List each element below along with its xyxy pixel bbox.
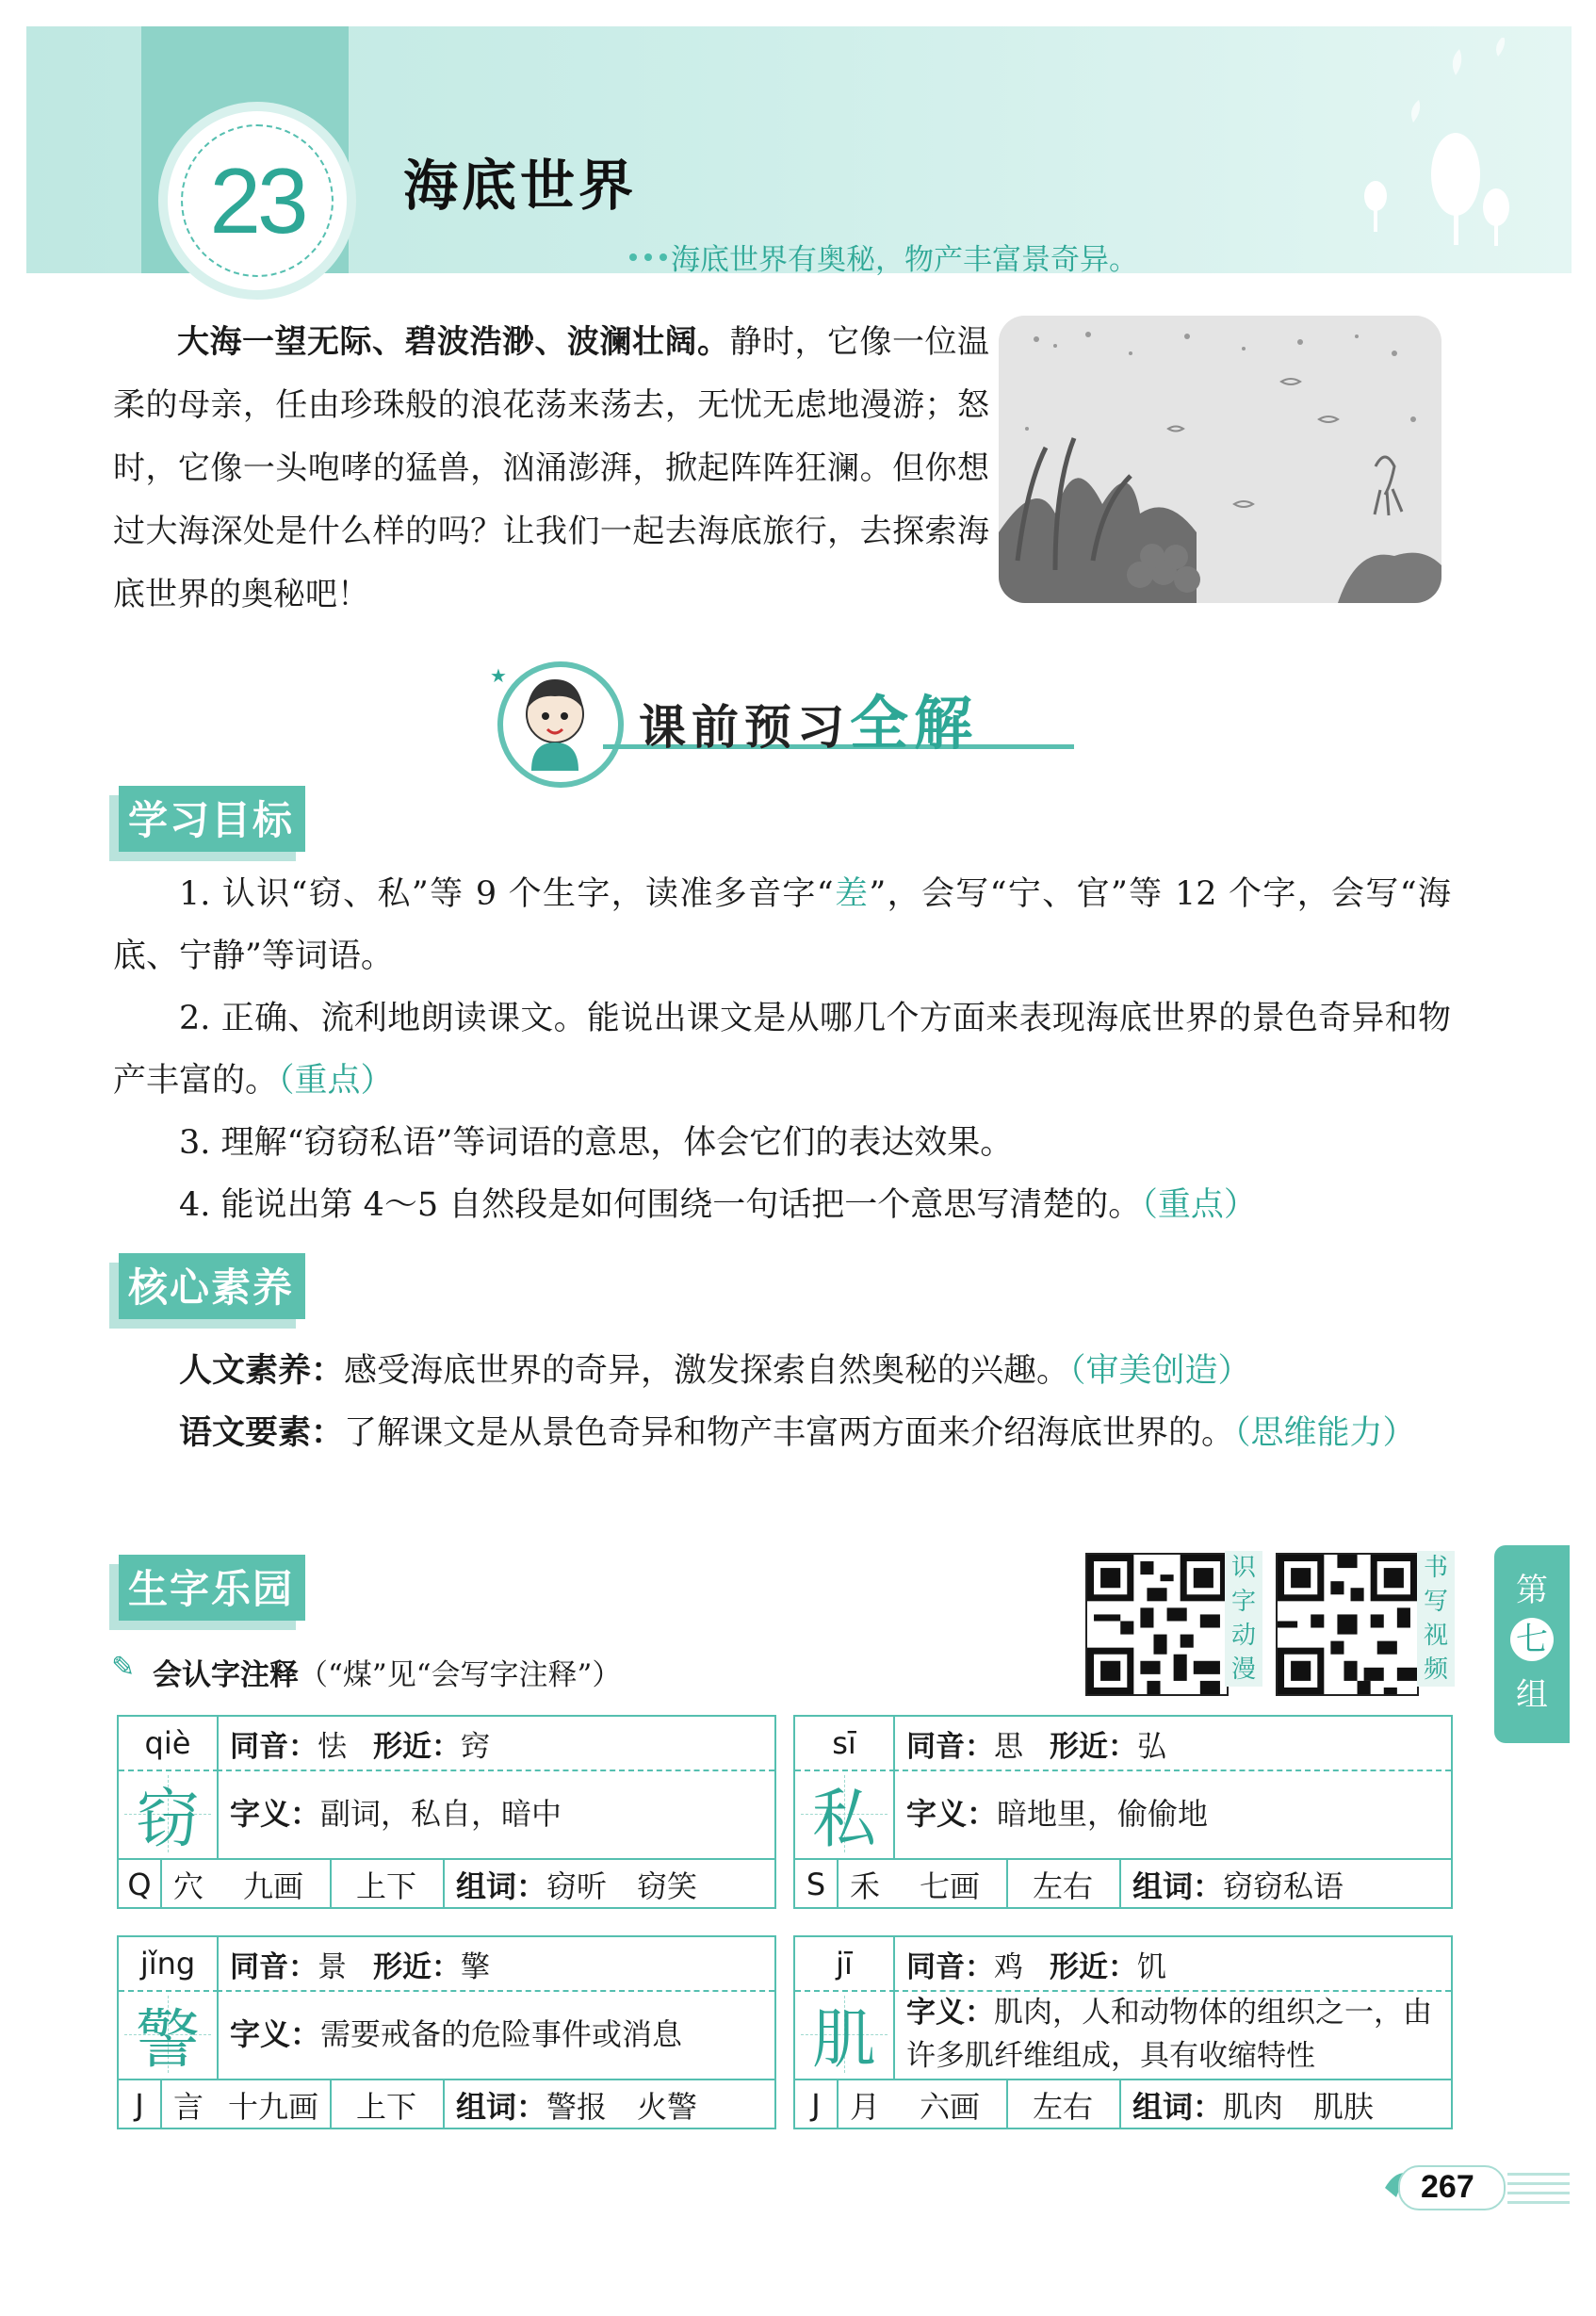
card-meaning: 字义：肌肉，人和动物体的组织之一，由许多肌纤维组成，具有收缩特性 — [906, 1996, 1432, 2073]
lesson-subtitle: 海底世界有奥秘，物产丰富景奇异。 — [671, 243, 1138, 277]
goal-2: 2. 正确、流利地朗读课文。能说出课文是从哪几个方面来表现海底世界的景色奇异和物产丰富的。（重点） — [113, 1000, 1451, 1100]
card-pinyin: qiè — [119, 1717, 219, 1771]
core-item-1: 人文素养：感受海底世界的奇异，激发探索自然奥秘的兴趣。（审美创造） — [179, 1352, 1251, 1390]
section-banner-title: 课前预习全解 — [639, 689, 979, 758]
page-number: 267 — [1421, 2169, 1474, 2205]
qr-code-char-animation[interactable] — [1085, 1553, 1229, 1696]
intro-text: 静时，它像一位温柔的母亲，任由珍珠般的浪花荡来荡去，无忧无虑地漫游；怒时，它像一头咆哮的猛兽，汹涌澎湃，掀起阵阵狂澜。但你想过大海深处是什么样的吗？让我们一起去海底旅行，去探索海底世界的奥秘吧！ — [113, 323, 989, 613]
card-footer: J 月 六画 左右 组词： 肌肉 肌肤 — [795, 2079, 1451, 2129]
card-meaning: 字义：副词，私自，暗中 — [230, 1796, 562, 1832]
card-homophone-similar: 同音： 鸡 形近： 饥 — [893, 1937, 1451, 1992]
char-card-qie — [117, 1715, 776, 1909]
tree-decoration-icon — [1262, 38, 1564, 254]
core-literacy — [113, 1340, 1451, 1464]
char-card-si — [793, 1715, 1453, 1909]
card-footer: S 禾 七画 左右 组词： 窃窃私语 — [795, 1858, 1451, 1909]
qr-label-1: 识 字 动 漫 — [1225, 1551, 1262, 1687]
qr-code-writing-video[interactable] — [1276, 1553, 1419, 1696]
card-character: 私 — [795, 1770, 895, 1858]
card-pinyin: jī — [795, 1937, 895, 1992]
chars-tag: 生字乐园 — [119, 1555, 305, 1621]
card-character: 肌 — [795, 1990, 895, 2079]
unit-side-tab: 第 七 组 — [1494, 1545, 1570, 1743]
card-pinyin: sī — [795, 1717, 895, 1771]
goal-4: 4. 能说出第 4～5 自然段是如何围绕一句话把一个意思写清楚的。（重点） — [179, 1186, 1257, 1224]
card-homophone-similar: 同音： 景 形近： 擎 — [217, 1937, 774, 1992]
qr-label-2: 书 写 视 频 — [1417, 1551, 1455, 1687]
sea-illustration — [999, 316, 1441, 603]
learning-goals — [113, 863, 1451, 1236]
goal-3: 3. 理解“窃窃私语”等词语的意思，体会它们的表达效果。 — [179, 1124, 1014, 1162]
card-pinyin: jǐng — [119, 1937, 219, 1992]
star-icon: ★ — [490, 664, 507, 687]
card-footer: Q 穴 九画 上下 组词： 窃听 窃笑 — [119, 1858, 774, 1909]
char-card-ji — [793, 1935, 1453, 2129]
card-character: 警 — [119, 1990, 219, 2079]
lesson-title: 海底世界 — [403, 154, 638, 218]
core-tag: 核心素养 — [119, 1253, 305, 1319]
card-meaning: 字义：需要戒备的危险事件或消息 — [230, 2016, 683, 2052]
card-character: 窃 — [119, 1770, 219, 1858]
pencil-icon: ✎ — [111, 1651, 136, 1684]
card-footer: J 言 十九画 上下 组词： 警报 火警 — [119, 2079, 774, 2129]
card-homophone-similar: 同音： 思 形近： 弘 — [893, 1717, 1451, 1771]
intro-paragraph — [113, 311, 989, 627]
intro-lead: 大海一望无际、碧波浩渺、波澜壮阔。 — [177, 323, 730, 361]
char-card-jing — [117, 1935, 776, 2129]
core-item-2: 语文要素：了解课文是从景色奇异和物产丰富两方面来介绍海底世界的。（思维能力） — [179, 1414, 1416, 1452]
lesson-number: 23 — [209, 148, 305, 253]
goals-tag: 学习目标 — [119, 786, 305, 852]
boy-avatar — [497, 661, 624, 788]
goal-1: 1. 认识“窃、私”等 9 个生字，读准多音字“差”，会写“宁、官”等 12 个字，会写“海底、宁静”等词语。 — [113, 875, 1451, 975]
card-homophone-similar: 同音： 怯 形近： 窍 — [217, 1717, 774, 1771]
subtitle-dots — [629, 247, 675, 265]
chars-note: 会认字注释（“煤”见“会写字注释”） — [153, 1658, 622, 1692]
card-meaning: 字义：暗地里，偷偷地 — [906, 1796, 1209, 1832]
